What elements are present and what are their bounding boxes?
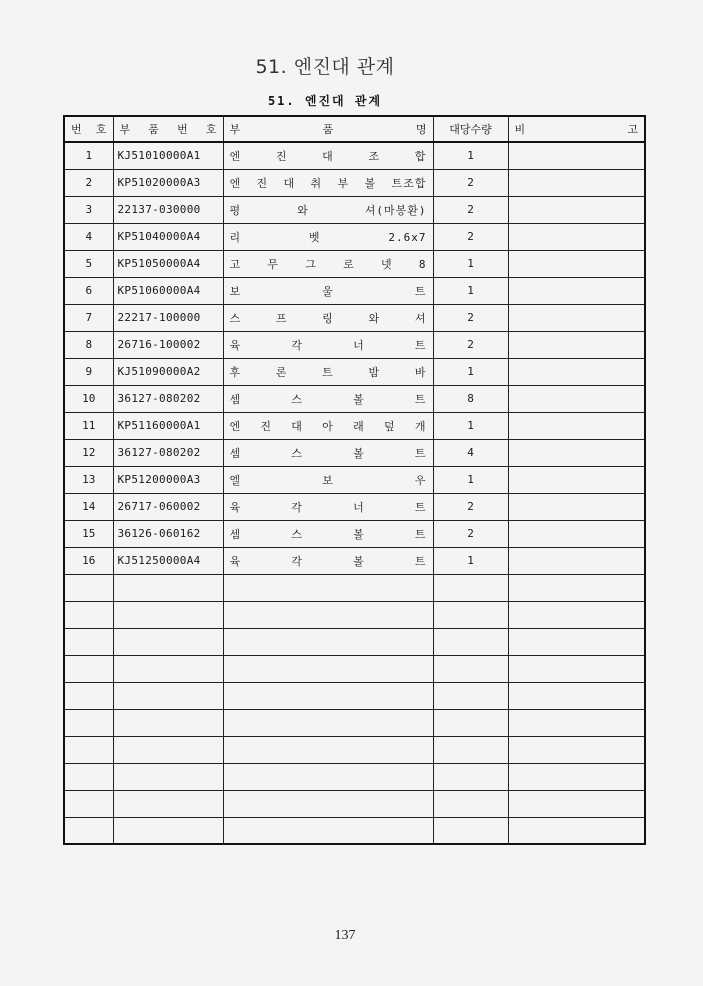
quantity-cell — [433, 790, 508, 817]
remarks-cell — [508, 601, 645, 628]
empty-table-row — [64, 709, 645, 736]
row-number-cell: 14 — [64, 493, 113, 520]
part-name-cell: 평 와 셔(마봉환) — [223, 196, 433, 223]
empty-table-row — [64, 574, 645, 601]
quantity-cell — [433, 709, 508, 736]
remarks-cell — [508, 682, 645, 709]
quantity-cell: 2 — [433, 304, 508, 331]
part-name-cell: 육 각 너 트 — [223, 493, 433, 520]
remarks-cell — [508, 331, 645, 358]
part-number-cell: KJ51010000A1 — [113, 142, 223, 169]
part-number-cell: 36127-080202 — [113, 385, 223, 412]
part-name-cell: 셈 스 볼 트 — [223, 439, 433, 466]
part-number-cell: KP51200000A3 — [113, 466, 223, 493]
table-row — [64, 466, 645, 493]
part-name-cell: 엔 진 대 아 래 덮 개 — [223, 412, 433, 439]
part-number-cell — [113, 709, 223, 736]
part-number-cell: 36126-060162 — [113, 520, 223, 547]
row-number-cell — [64, 709, 113, 736]
empty-table-row — [64, 682, 645, 709]
quantity-cell: 1 — [433, 358, 508, 385]
quantity-cell: 8 — [433, 385, 508, 412]
table-header-row — [64, 116, 645, 142]
part-number-cell — [113, 574, 223, 601]
part-number-cell: KP51020000A3 — [113, 169, 223, 196]
part-name-cell — [223, 601, 433, 628]
row-number-cell: 12 — [64, 439, 113, 466]
remarks-cell — [508, 250, 645, 277]
table-row — [64, 385, 645, 412]
row-number-cell — [64, 682, 113, 709]
quantity-cell — [433, 628, 508, 655]
part-number-cell — [113, 817, 223, 844]
remarks-cell — [508, 655, 645, 682]
page-number: 137 — [334, 928, 356, 943]
part-name-cell: 보 울 트 — [223, 277, 433, 304]
empty-table-row — [64, 601, 645, 628]
quantity-cell: 2 — [433, 331, 508, 358]
part-number-cell: KJ51250000A4 — [113, 547, 223, 574]
part-number-cell — [113, 682, 223, 709]
table-row — [64, 250, 645, 277]
remarks-cell — [508, 169, 645, 196]
quantity-cell: 1 — [433, 277, 508, 304]
part-number-cell: KP51060000A4 — [113, 277, 223, 304]
empty-table-row — [64, 736, 645, 763]
part-number-cell — [113, 763, 223, 790]
quantity-cell: 1 — [433, 547, 508, 574]
row-number-cell: 6 — [64, 277, 113, 304]
column-header-quantity: 대당수량 — [433, 116, 508, 142]
row-number-cell: 9 — [64, 358, 113, 385]
row-number-cell — [64, 817, 113, 844]
page-header-title: 51. 엔진대 관계 — [255, 56, 395, 78]
table-row — [64, 223, 645, 250]
part-name-cell: 셈 스 볼 트 — [223, 520, 433, 547]
quantity-cell: 1 — [433, 466, 508, 493]
table-row — [64, 493, 645, 520]
row-number-cell: 8 — [64, 331, 113, 358]
remarks-cell — [508, 736, 645, 763]
table-row — [64, 547, 645, 574]
row-number-cell — [64, 736, 113, 763]
row-number-cell — [64, 628, 113, 655]
row-number-cell — [64, 655, 113, 682]
part-name-cell: 엔 진 대 조 합 — [223, 142, 433, 169]
row-number-cell — [64, 763, 113, 790]
row-number-cell: 15 — [64, 520, 113, 547]
part-name-cell — [223, 655, 433, 682]
part-name-cell — [223, 709, 433, 736]
quantity-cell — [433, 763, 508, 790]
table-row — [64, 412, 645, 439]
remarks-cell — [508, 304, 645, 331]
part-name-cell — [223, 790, 433, 817]
row-number-cell: 5 — [64, 250, 113, 277]
quantity-cell: 2 — [433, 223, 508, 250]
part-name-cell: 스 프 링 와 셔 — [223, 304, 433, 331]
part-name-cell — [223, 574, 433, 601]
remarks-cell — [508, 466, 645, 493]
remarks-cell — [508, 439, 645, 466]
part-number-cell — [113, 628, 223, 655]
part-number-cell — [113, 601, 223, 628]
table-row — [64, 304, 645, 331]
empty-table-row — [64, 655, 645, 682]
row-number-cell — [64, 601, 113, 628]
remarks-cell — [508, 223, 645, 250]
table-row — [64, 358, 645, 385]
empty-table-row — [64, 628, 645, 655]
quantity-cell: 1 — [433, 142, 508, 169]
part-number-cell: 26716-100002 — [113, 331, 223, 358]
table-row — [64, 439, 645, 466]
part-number-cell — [113, 790, 223, 817]
quantity-cell — [433, 736, 508, 763]
part-number-cell — [113, 736, 223, 763]
part-number-cell: KJ51090000A2 — [113, 358, 223, 385]
table-row — [64, 277, 645, 304]
part-name-cell: 고 무 그 로 넷 8 — [223, 250, 433, 277]
part-number-cell: 26717-060002 — [113, 493, 223, 520]
remarks-cell — [508, 763, 645, 790]
row-number-cell — [64, 574, 113, 601]
part-name-cell: 셈 스 볼 트 — [223, 385, 433, 412]
quantity-cell — [433, 682, 508, 709]
column-header-number: 번 호 — [64, 116, 113, 142]
row-number-cell: 13 — [64, 466, 113, 493]
part-name-cell: 육 각 너 트 — [223, 331, 433, 358]
part-name-cell: 엔 진 대 취 부 볼 트조합 — [223, 169, 433, 196]
row-number-cell: 11 — [64, 412, 113, 439]
quantity-cell — [433, 817, 508, 844]
part-number-cell: 36127-080202 — [113, 439, 223, 466]
row-number-cell: 2 — [64, 169, 113, 196]
part-name-cell — [223, 763, 433, 790]
part-name-cell — [223, 628, 433, 655]
table-row — [64, 520, 645, 547]
quantity-cell: 2 — [433, 520, 508, 547]
quantity-cell: 4 — [433, 439, 508, 466]
part-name-cell: 후 론 트 밤 바 — [223, 358, 433, 385]
part-name-cell: 리 벳 2.6x7 — [223, 223, 433, 250]
part-number-cell: 22137-030000 — [113, 196, 223, 223]
row-number-cell: 10 — [64, 385, 113, 412]
table-row — [64, 196, 645, 223]
table-title: 51. 엔진대 관계 — [267, 94, 383, 108]
row-number-cell — [64, 790, 113, 817]
part-name-cell: 육 각 볼 트 — [223, 547, 433, 574]
quantity-cell — [433, 574, 508, 601]
column-header-part-number: 부 품 번 호 — [113, 116, 223, 142]
part-name-cell: 엘 보 우 — [223, 466, 433, 493]
part-number-cell — [113, 655, 223, 682]
quantity-cell — [433, 655, 508, 682]
table-row — [64, 169, 645, 196]
remarks-cell — [508, 520, 645, 547]
remarks-cell — [508, 628, 645, 655]
column-header-remarks: 비 고 — [508, 116, 645, 142]
remarks-cell — [508, 142, 645, 169]
quantity-cell: 1 — [433, 412, 508, 439]
column-header-part-name: 부 품 명 — [223, 116, 433, 142]
table-row — [64, 331, 645, 358]
row-number-cell: 16 — [64, 547, 113, 574]
parts-table — [63, 115, 646, 845]
part-number-cell: 22217-100000 — [113, 304, 223, 331]
quantity-cell: 2 — [433, 493, 508, 520]
remarks-cell — [508, 574, 645, 601]
row-number-cell: 7 — [64, 304, 113, 331]
part-number-cell: KP51160000A1 — [113, 412, 223, 439]
quantity-cell — [433, 601, 508, 628]
remarks-cell — [508, 277, 645, 304]
quantity-cell: 1 — [433, 250, 508, 277]
empty-table-row — [64, 817, 645, 844]
empty-table-row — [64, 790, 645, 817]
row-number-cell: 3 — [64, 196, 113, 223]
part-number-cell: KP51050000A4 — [113, 250, 223, 277]
empty-table-row — [64, 763, 645, 790]
part-name-cell — [223, 736, 433, 763]
remarks-cell — [508, 547, 645, 574]
part-number-cell: KP51040000A4 — [113, 223, 223, 250]
remarks-cell — [508, 790, 645, 817]
part-name-cell — [223, 682, 433, 709]
remarks-cell — [508, 709, 645, 736]
remarks-cell — [508, 385, 645, 412]
quantity-cell: 2 — [433, 196, 508, 223]
part-name-cell — [223, 817, 433, 844]
table-row — [64, 142, 645, 169]
remarks-cell — [508, 358, 645, 385]
remarks-cell — [508, 196, 645, 223]
quantity-cell: 2 — [433, 169, 508, 196]
remarks-cell — [508, 412, 645, 439]
row-number-cell: 1 — [64, 142, 113, 169]
row-number-cell: 4 — [64, 223, 113, 250]
remarks-cell — [508, 817, 645, 844]
remarks-cell — [508, 493, 645, 520]
